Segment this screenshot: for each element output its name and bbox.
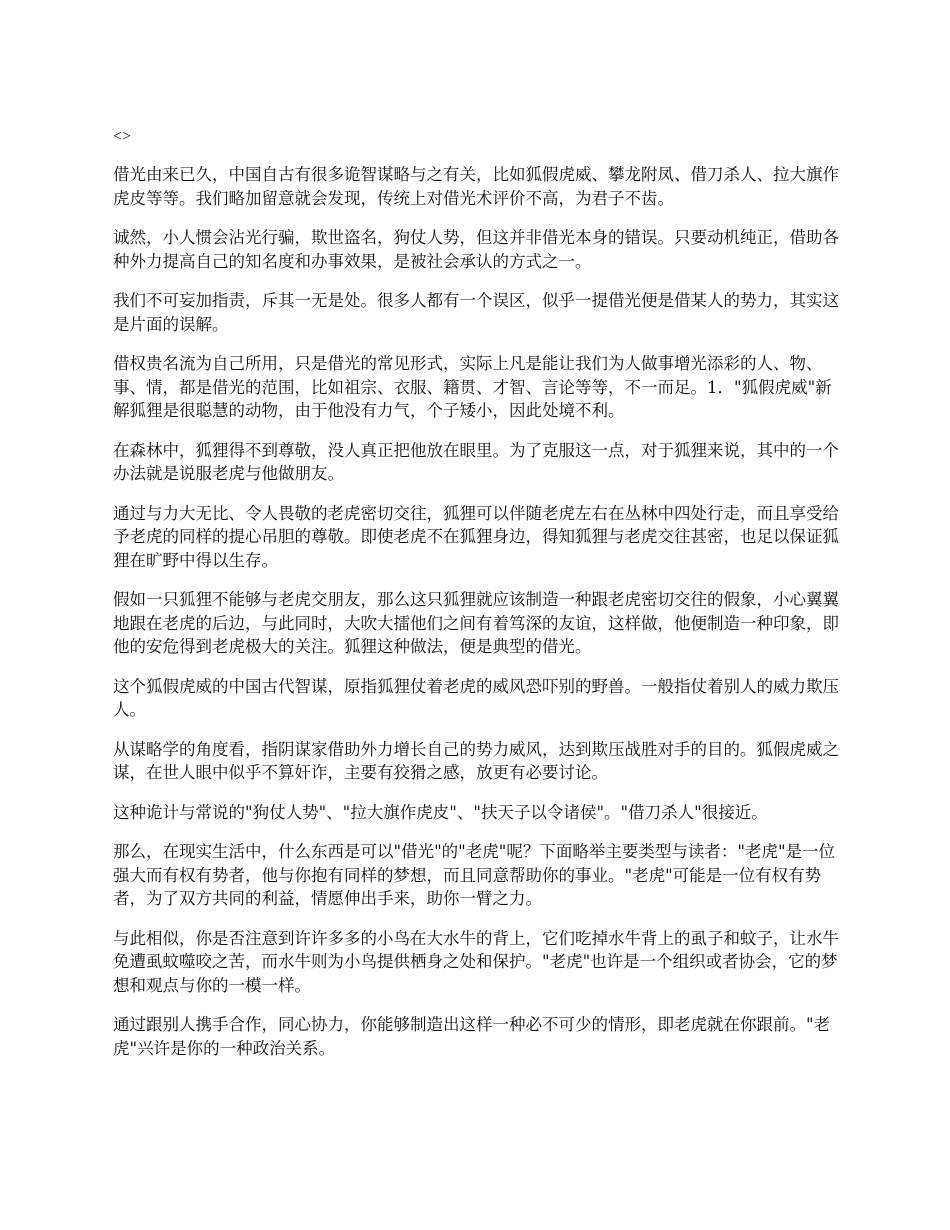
document-marker: <> — [113, 128, 132, 145]
paragraph-13: 通过跟别人携手合作，同心协力，你能够制造出这样一种必不可少的情形，即老虎就在你跟前。"老虎"兴许是你的一种政治关系。 — [113, 1015, 831, 1058]
paragraph-6: 通过与力大无比、令人畏敬的老虎密切交往，狐狸可以伴随老虎左右在丛林中四处行走，而且享受给予老虎的同样的提心吊胆的尊敬。即使老虎不在狐狸身边，得知狐狸与老虎交往甚密，也足以保证狐狸在旷野中得以生存。 — [113, 503, 839, 570]
paragraph-12: 与此相似，你是否注意到许许多多的小鸟在大水牛的背上，它们吃掉水牛背上的虱子和蚊子，让水牛免遭虱蚊噬咬之苦，而水牛则为小鸟提供栖身之处和保护。"老虎"也许是一个组织或者协会，它的梦想和观点与你的一模一样。 — [113, 928, 839, 995]
paragraph-10: 这种诡计与常说的"狗仗人势"、"拉大旗作虎皮"、"扶天子以令诸侯"。"借刀杀人"很接近。 — [113, 802, 768, 822]
paragraph-8: 这个狐假虎威的中国古代智谋，原指狐狸仗着老虎的威风恐吓别的野兽。一般指仗着别人的威力欺压人。 — [113, 676, 839, 719]
paragraph-4: 借权贵名流为自己所用，只是借光的常见形式，实际上凡是能让我们为人做事增光添彩的人、物、事、情，都是借光的范围，比如祖宗、衣服、籍贯、才智、言论等等，不一而足。1．"狐假虎威"新解狐狸是很聪慧的动物，由于他没有力气，个子矮小，因此处境不利。 — [113, 354, 832, 420]
paragraph-5: 在森林中，狐狸得不到尊敬，没人真正把他放在眼里。为了克服这一点，对于狐狸来说，其中的一个办法就是说服老虎与他做朋友。 — [113, 440, 839, 483]
paragraph-2: 诚然，小人惯会沾光行骗，欺世盗名，狗仗人势，但这并非借光本身的错误。只要动机纯正，借助各种外力提高自己的知名度和办事效果，是被社会承认的方式之一。 — [113, 228, 839, 271]
paragraph-1: 借光由来已久，中国自古有很多诡智谋略与之有关，比如狐假虎威、攀龙附凤、借刀杀人、拉大旗作虎皮等等。我们略加留意就会发现，传统上对借光术评价不高，为君子不齿。 — [113, 165, 839, 208]
paragraph-11: 那么，在现实生活中，什么东西是可以"借光"的"老虎"呢？下面略举主要类型与读者："老虎"是一位强大而有权有势者，他与你抱有同样的梦想，而且同意帮助你的事业。"老虎"可能是一位有权有势者，为了双方共同的利益，情愿伸出手来，助你一臂之力。 — [113, 842, 836, 908]
paragraph-3: 我们不可妄加指责，斥其一无是处。很多人都有一个误区，似乎一提借光便是借某人的势力，其实这是片面的误解。 — [113, 291, 839, 334]
paragraph-9: 从谋略学的角度看，指阴谋家借助外力增长自己的势力威风，达到欺压战胜对手的目的。狐假虎威之谋，在世人眼中似乎不算奸诈，主要有狡猾之感，放更有必要讨论。 — [113, 739, 839, 782]
paragraph-7: 假如一只狐狸不能够与老虎交朋友，那么这只狐狸就应该制造一种跟老虎密切交往的假象，小心翼翼地跟在老虎的后边，与此同时，大吹大擂他们之间有着笃深的友谊，这样做，他便制造一种印象，即他的安危得到老虎极大的关注。狐狸这种做法，便是典型的借光。 — [113, 590, 839, 656]
document-page — [113, 127, 845, 1076]
